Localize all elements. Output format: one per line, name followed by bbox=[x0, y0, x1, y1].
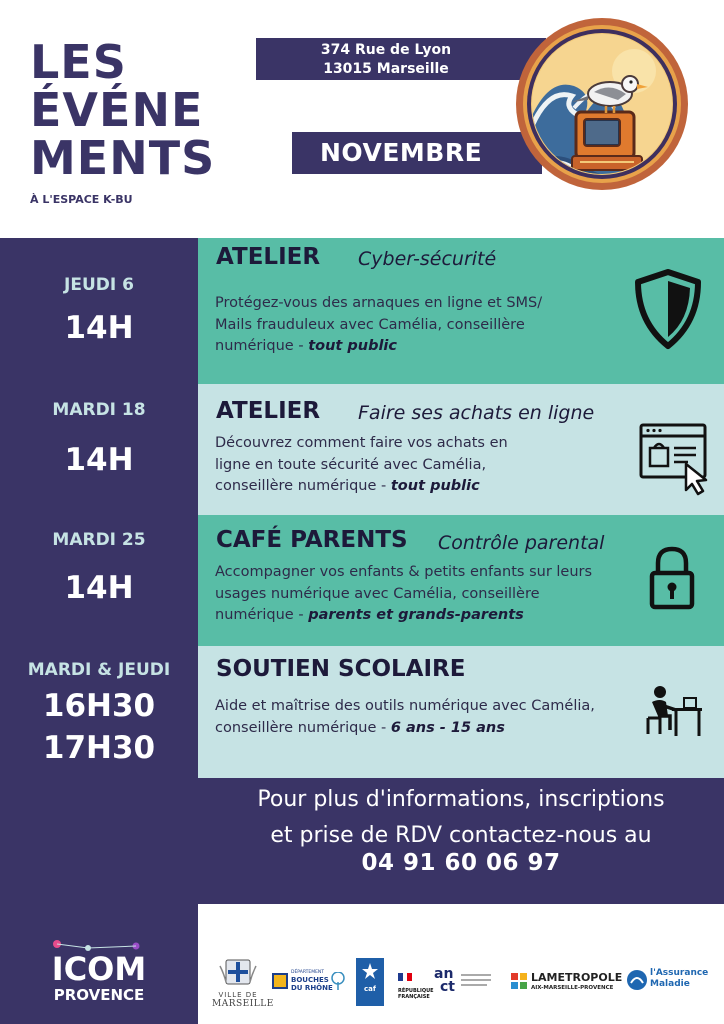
ville-de-marseille-logo: VILLE DE MARSEILLE bbox=[212, 956, 264, 1010]
event-row bbox=[198, 238, 724, 384]
phone-number[interactable]: 04 91 60 06 97 bbox=[361, 850, 561, 876]
event-title: CAFÉ PARENTS bbox=[216, 527, 408, 553]
desc-line: ligne en toute sécurité avec Camélia, bbox=[215, 456, 487, 473]
caf-logo: caf bbox=[356, 958, 384, 1006]
tree-icon bbox=[330, 972, 346, 990]
desc-line: numérique - tout public bbox=[215, 338, 397, 354]
event-theme: Cyber-sécurité bbox=[358, 248, 497, 270]
departement-logo: DÉPARTEMENT BOUCHES DU RHÔNE bbox=[272, 970, 348, 994]
desc-line: Protégez-vous des arnaques en ligne et SMS/ bbox=[215, 295, 543, 311]
desc-line: conseillère numérique - 6 ans - 15 ans bbox=[215, 719, 505, 736]
metropole-icon bbox=[510, 972, 528, 990]
event-day: MARDI 18 bbox=[52, 400, 146, 420]
event-audience: parents et grands-parents bbox=[308, 607, 524, 623]
student-desk-icon bbox=[644, 684, 704, 738]
contact-line-2: et prise de RDV contactez-nous au bbox=[270, 823, 652, 848]
event-description bbox=[215, 696, 627, 739]
departement-icon bbox=[272, 973, 288, 989]
month-banner: NOVEMBRE bbox=[292, 132, 542, 174]
event-day: MARDI & JEUDI bbox=[27, 660, 171, 680]
event-title: ATELIER bbox=[216, 398, 321, 424]
la-metropole-logo: LAMETROPOLE AIX-MARSEILLE-PROVENCE bbox=[510, 970, 622, 996]
event-theme: Faire ses achats en ligne bbox=[358, 402, 595, 424]
event-title: SOUTIEN SCOLAIRE bbox=[216, 656, 466, 682]
event-row bbox=[198, 646, 724, 778]
assurance-maladie-logo: l'Assurance Maladie bbox=[626, 966, 722, 998]
seagull-computer-illustration bbox=[514, 16, 690, 192]
desc-line: Découvrez comment faire vos achats en bbox=[215, 435, 508, 451]
event-description bbox=[215, 562, 627, 627]
republique-francaise-logo: RÉPUBLIQUE FRANÇAISE bbox=[398, 968, 430, 1000]
desc-line: Aide et maîtrise des outils numérique avec Camélia, bbox=[215, 698, 595, 714]
event-title: ATELIER bbox=[216, 244, 321, 270]
schedule-date-column bbox=[0, 238, 198, 1024]
contact-line-1: Pour plus d'informations, inscriptions bbox=[257, 787, 665, 812]
shield-icon bbox=[632, 268, 704, 350]
title-line-3: MENTS bbox=[30, 131, 216, 185]
desc-line: conseillère numérique - tout public bbox=[215, 478, 480, 494]
anct-logo: an ct bbox=[434, 966, 498, 1000]
event-time: 14H bbox=[64, 570, 134, 606]
contact-text bbox=[198, 782, 724, 854]
title-line-2: ÉVÉNE bbox=[30, 83, 204, 137]
french-flag-icon bbox=[398, 973, 412, 981]
desc-line: usages numérique avec Camélia, conseillère bbox=[215, 585, 540, 602]
event-time: 17H30 bbox=[42, 730, 156, 766]
page-title bbox=[30, 35, 216, 185]
icom-provence-logo bbox=[28, 938, 170, 1008]
marseille-crest-icon bbox=[216, 956, 260, 986]
partner-logos-footer bbox=[198, 906, 724, 1024]
provence-text: PROVENCE bbox=[53, 986, 145, 1004]
online-shopping-icon bbox=[638, 422, 714, 496]
address-line-1: 374 Rue de Lyon bbox=[320, 42, 452, 58]
event-row bbox=[198, 384, 724, 515]
event-row bbox=[198, 515, 724, 646]
page-subtitle: À L'ESPACE K-BU bbox=[30, 193, 133, 206]
event-description bbox=[215, 293, 627, 358]
padlock-icon bbox=[648, 545, 696, 611]
icom-text: ICOM bbox=[51, 950, 147, 988]
event-description bbox=[215, 433, 627, 498]
assurance-maladie-icon bbox=[626, 969, 648, 991]
event-day: MARDI 25 bbox=[52, 530, 146, 550]
address-banner bbox=[256, 38, 546, 80]
event-theme: Contrôle parental bbox=[438, 532, 605, 554]
desc-line: Accompagner vos enfants & petits enfants sur leurs bbox=[215, 564, 593, 580]
event-audience: tout public bbox=[308, 338, 397, 354]
event-time: 14H bbox=[64, 442, 134, 478]
address-line-2: 13015 Marseille bbox=[323, 61, 449, 77]
event-time: 14H bbox=[64, 310, 134, 346]
event-time: 16H30 bbox=[42, 688, 156, 724]
event-day: JEUDI 6 bbox=[64, 275, 134, 295]
caf-star-icon bbox=[361, 962, 379, 980]
desc-line: Mails frauduleux avec Camélia, conseillère bbox=[215, 316, 525, 333]
anct-text-lines bbox=[461, 972, 495, 992]
event-audience: 6 ans - 15 ans bbox=[390, 719, 505, 736]
title-line-1: LES bbox=[30, 35, 127, 89]
event-audience: tout public bbox=[390, 478, 480, 494]
desc-line: numérique - parents et grands-parents bbox=[215, 607, 524, 623]
